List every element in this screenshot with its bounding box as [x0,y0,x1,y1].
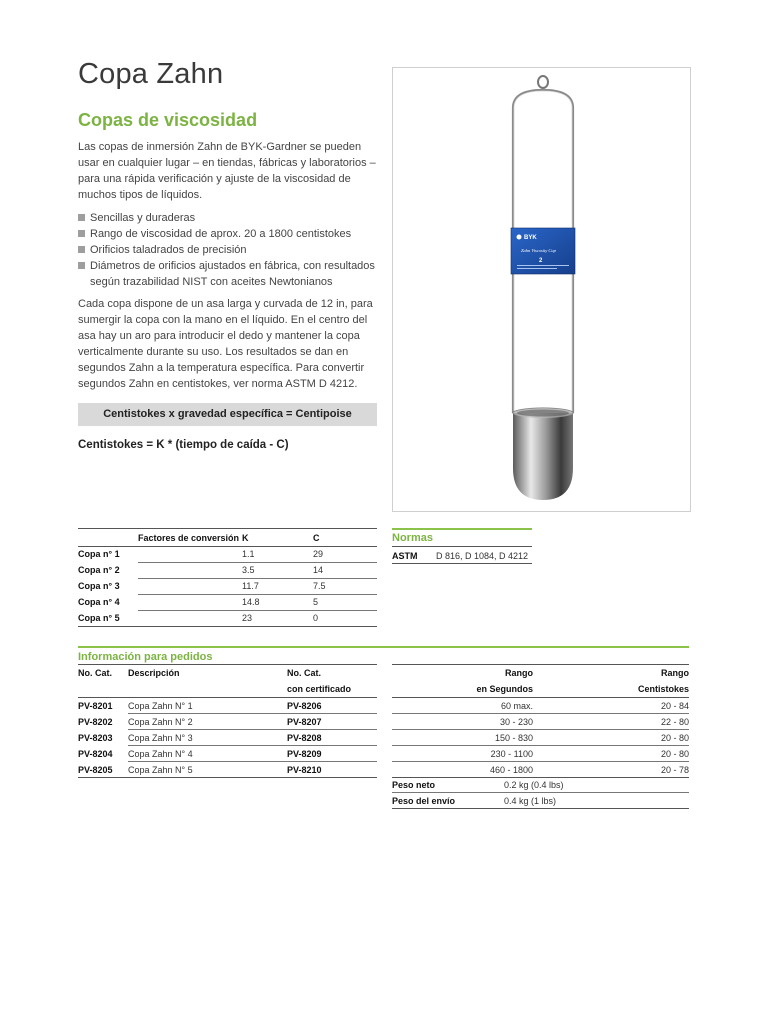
centipoise-formula-box: Centistokes x gravedad específica = Centipoise [78,403,377,426]
table-row: PV-8201 Copa Zahn N° 1 PV-8206 60 max. 20 - 84 [78,701,689,711]
centistokes-formula: Centistokes = K * (tiempo de caída - C) [78,439,289,451]
label-number-text: 2 [539,258,543,264]
product-photo [392,67,691,512]
table-row: PV-8202 Copa Zahn N° 2 PV-8207 30 - 230 22 - 80 [78,717,689,727]
label-brand-text: BYK [524,235,537,241]
feature-item: Diámetros de orificios ajustados en fábrica, con resultados según trazabilidad NIST con aceites Newtonianos [78,258,378,290]
bullet-square-icon [78,230,85,237]
feature-item: Orificios taladrados de precisión [78,242,378,258]
label-product-text: Zahn Viscosity Cup [521,248,556,253]
ordering-heading: Información para pedidos [78,651,213,663]
table-row: Copa n° 1 1.1 29 [78,549,324,559]
feature-item: Rango de viscosidad de aprox. 20 a 1800 centistokes [78,226,378,242]
table-row: Copa n° 4 14.8 5 [78,597,319,607]
table-row: PV-8205 Copa Zahn N° 5 PV-8210 460 - 1800 20 - 78 [78,765,689,775]
normas-heading: Normas [392,532,433,544]
feature-list [78,210,378,290]
table-row: PV-8204 Copa Zahn N° 4 PV-8209 230 - 1100 20 - 80 [78,749,689,759]
page-subtitle: Copas de viscosidad [78,110,258,130]
intro-paragraph: Las copas de inmersión Zahn de BYK-Gardner se pueden usar en cualquier lugar – en tiendas, fábricas y laboratorios – para una rápida verificación y ajuste de la viscosidad de muchos tipos de líquidos. [78,141,376,201]
table-row: PV-8203 Copa Zahn N° 3 PV-8208 150 - 830 20 - 80 [78,733,689,743]
normas-row: ASTM D 816, D 1084, D 4212 [392,551,529,561]
weight-row: Peso del envío 0.4 kg (1 lbs) [392,796,557,806]
description-paragraph: Cada copa dispone de un asa larga y curvada de 12 in, para sumergir la copa con la mano en el líquido. En el centro del asa hay un aro para introducir el dedo y mantener la copa verticalmente durante su uso. Los resultados se dan en segundos Zahn a la temperatura específica. Para convertir segundos Zahn en centistokes, ver norma ASTM D 4212. [78,298,373,390]
ordering-table: No. Cat. Descripción No. Cat. Rango Rango con certificado en Segundos Centistokes PV-8201 Copa Zahn N° 1 PV-8206 60 max. 20 - 84 PV-8202 Copa Zahn N° 2 PV-8207 30 - 230 22 - 80 PV-8203 Copa Zahn N° 3 PV-8208 150 - 830 20 - 80 PV-8204 Copa Zahn N° 4 PV-8209 230 - 1100 20 - 80 PV-8205 Copa Zahn N° 5 PV-8210 460 - 1800 20 - 78 [78,666,689,796]
table-row: Copa n° 3 11.7 7.5 [78,581,326,591]
conversion-table [78,528,377,628]
zahn-cup-illustration [393,68,690,511]
bullet-square-icon [78,214,85,221]
table-header-row: Factores de conversión K C [138,533,320,543]
weights-table [392,777,689,811]
table-row: Copa n° 2 3.5 14 [78,565,324,575]
weight-row: Peso neto 0.2 kg (0.4 lbs) [392,780,564,790]
feature-item: Sencillas y duraderas [78,210,378,226]
page-title: Copa Zahn [78,58,224,90]
table-row: Copa n° 5 23 0 [78,613,319,623]
bullet-square-icon [78,246,85,253]
bullet-square-icon [78,262,85,269]
